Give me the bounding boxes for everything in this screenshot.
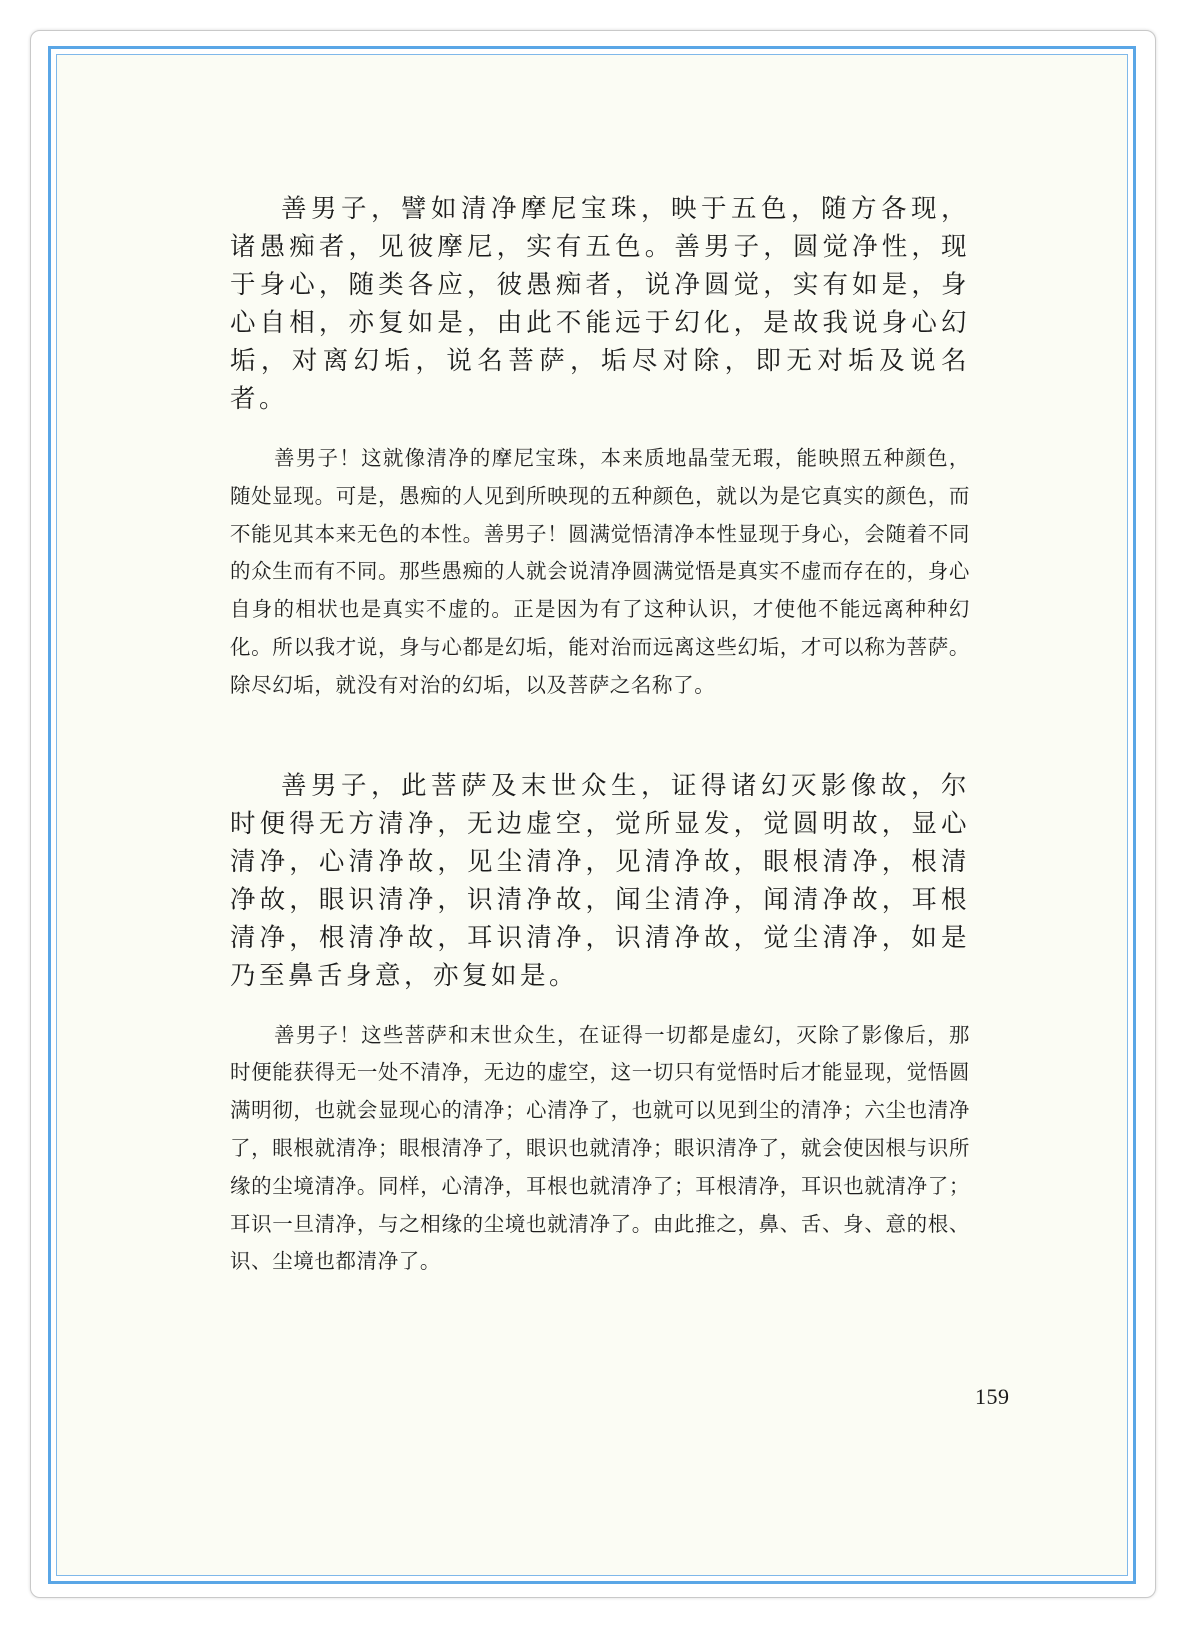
sutra-paragraph-2: 善男子，此菩萨及末世众生，证得诸幻灭影像故，尔时便得无方清净，无边虚空，觉所显发，觉圆明故，显心清净，心清净故，见尘清净，见清净故，眼根清净，根清净故，眼识清净，识清净故，闻尘清净，闻清净故，耳根清净，根清净故，耳识清净，识清净故，觉尘清净，如是乃至鼻舌身意，亦复如是。 xyxy=(230,770,970,991)
translation-paragraph-2: 善男子！这些菩萨和末世众生，在证得一切都是虚幻，灭除了影像后，那时便能获得无一处不清净，无边的虚空，这一切只有觉悟时后才能显现，觉悟圆满明彻，也就会显现心的清净；心清净了，也就可以见到尘的清净；六尘也清净了，眼根就清净；眼根清净了，眼识也就清净；眼识清净了，就会使因根与识所缘的尘境清净。同样，心清净，耳根也就清净了；耳根清净，耳识也就清净了；耳识一旦清净，与之相缘的尘境也就清净了。由此推之，鼻、舌、身、意的根、识、尘境也都清净了。 xyxy=(230,1022,970,1274)
page-number: 159 xyxy=(975,1384,1010,1409)
translation-paragraph-1: 善男子！这就像清净的摩尼宝珠，本来质地晶莹无瑕，能映照五种颜色，随处显现。可是，愚痴的人见到所映现的五种颜色，就以为是它真实的颜色，而不能见其本来无色的本性。善男子！圆满觉悟清净本性显现于身心，会随着不同的众生而有不同。那些愚痴的人就会说清净圆满觉悟是真实不虚而存在的，身心自身的相状也是真实不虚的。正是因为有了这种认识，才使他不能远离种种幻化。所以我才说，身与心都是幻垢，能对治而远离这些幻垢，才可以称为菩萨。除尽幻垢，就没有对治的幻垢，以及菩萨之名称了。 xyxy=(230,446,970,697)
sutra-paragraph-1: 善男子，譬如清净摩尼宝珠，映于五色，随方各现，诸愚痴者，见彼摩尼，实有五色。善男子，圆觉净性，现于身心，随类各应，彼愚痴者，说净圆觉，实有如是，身心自相，亦复如是，由此不能远于幻化，是故我说身心幻垢，对离幻垢，说名菩萨，垢尽对除，即无对垢及说名者。 xyxy=(230,194,970,414)
page-body xyxy=(230,190,970,1281)
